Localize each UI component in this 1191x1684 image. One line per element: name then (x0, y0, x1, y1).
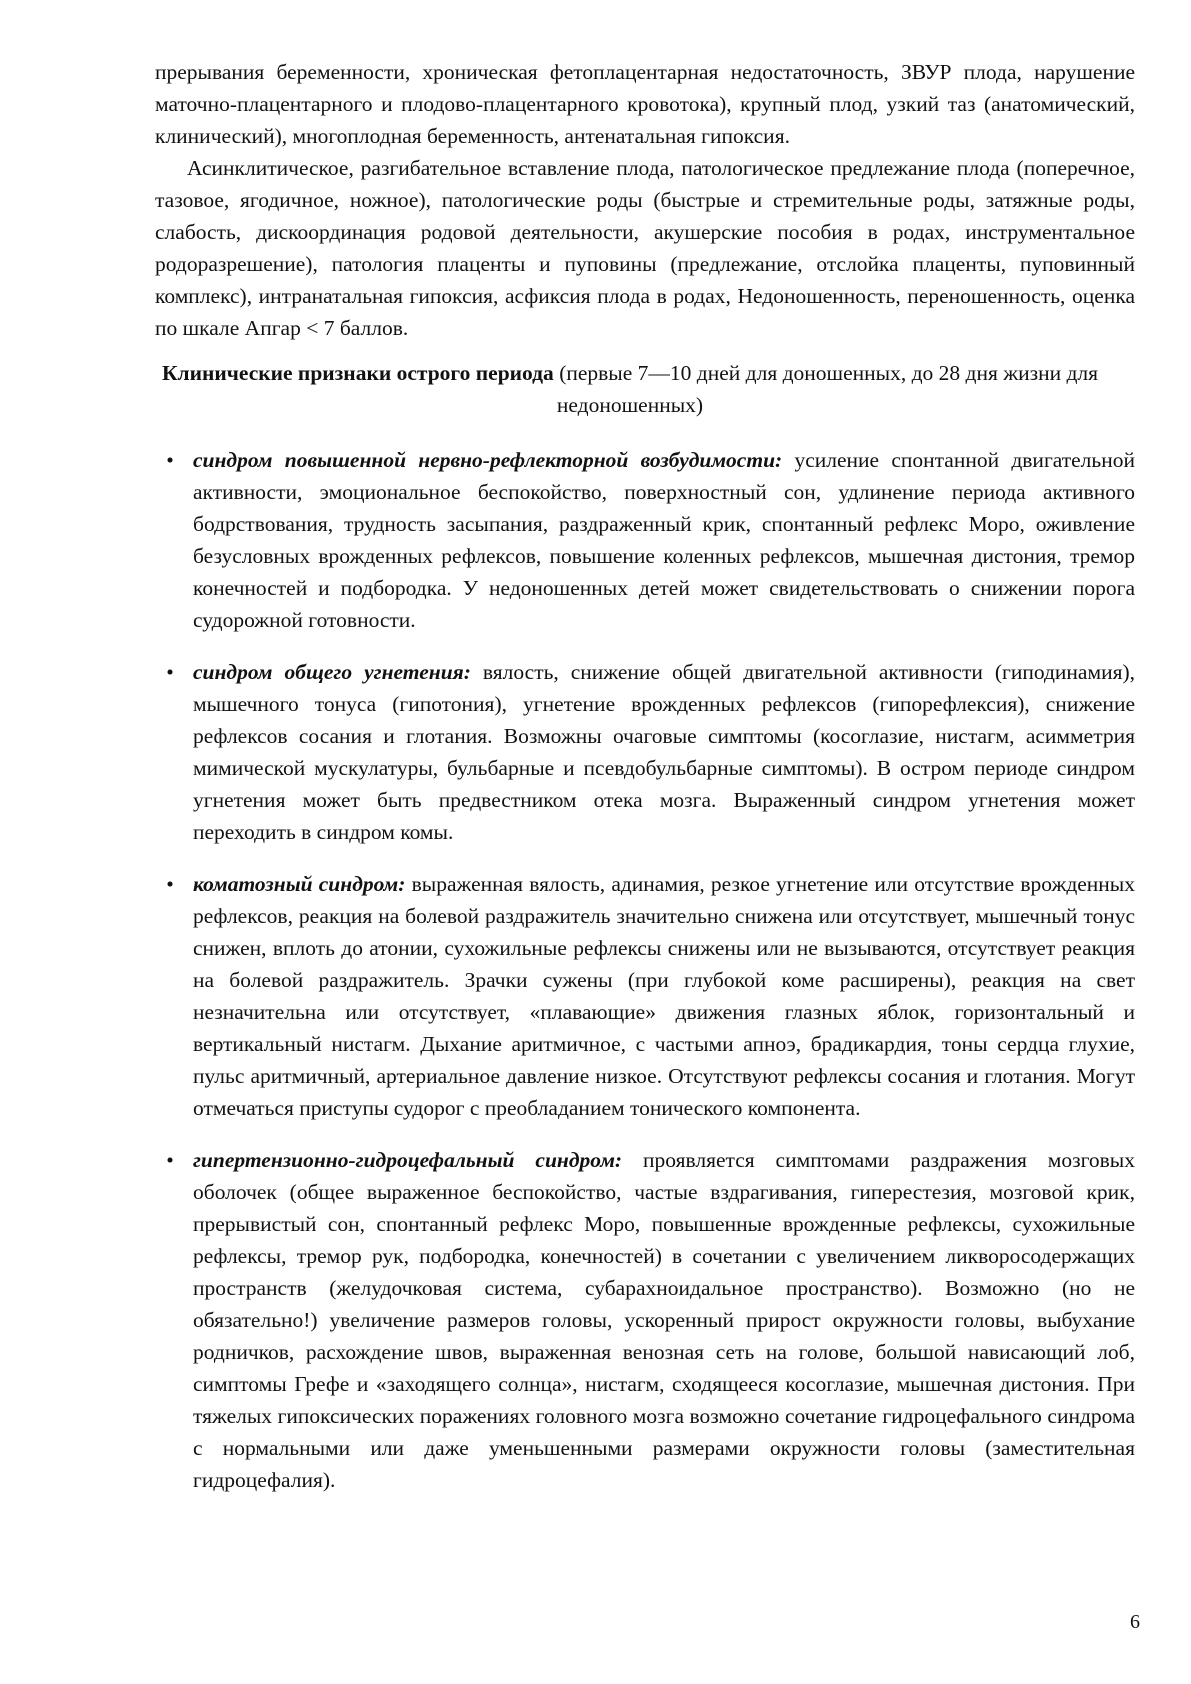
syndrome-item-excitability (160, 444, 1135, 636)
syndrome-term: синдром повышенной нервно-рефлекторной возбудимости: (193, 448, 783, 472)
intro-paragraph-continuation: прерывания беременности, хроническая фетоплацентарная недостаточность, ЗВУР плода, нарушение маточно-плацентарного и плодово-плацентарного кровотока), крупный плод, узкий таз (анатомический, клинический), многоплодная беременность, антенатальная гипоксия. (155, 60, 1135, 148)
intro-paragraph-risk-factors: Асинклитическое, разгибательное вставление плода, патологическое предлежание плода (поперечное, тазовое, ягодичное, ножное), патологические роды (быстрые и стремительные роды, затяжные роды, слабость, дискоординация родовой деятельности, акушерские пособия в родах, инструментальное родоразрешение), патология плаценты и пуповины (предлежание, отслойка плаценты, пуповинный комплекс), интранатальная гипоксия, асфиксия плода в родах, Недоношенность, переношенность, оценка по шкале Апгар < 7 баллов. (155, 156, 1135, 340)
syndrome-description: усиление спонтанной двигательной активности, эмоциональное беспокойство, поверхностный сон, удлинение периода активного бодрствования, трудность засыпания, раздраженный крик, спонтанный рефлекс Моро, оживление безусловных врожденных рефлексов, повышение коленных рефлексов, мышечная дистония, тремор конечностей и подбородка. У недоношенных детей может свидетельствовать о снижении порога судорожной готовности. (193, 448, 1135, 632)
syndrome-item-hydrocephalic (160, 1144, 1135, 1496)
syndrome-term: гипертензионно-гидроцефальный синдром: (193, 1148, 623, 1172)
bullet-icon: • (166, 660, 174, 684)
syndrome-term: коматозный синдром: (193, 872, 406, 896)
bullet-icon: • (166, 448, 174, 472)
syndrome-description: проявляется симптомами раздражения мозговых оболочек (общее выраженное беспокойство, частые вздрагивания, гиперестезия, мозговой крик, прерывистый сон, спонтанный рефлекс Моро, повышенные врожденные рефлексы, сухожильные рефлексы, тремор рук, подбородка, конечностей) в сочетании с увеличением ликворосодержащих пространств (желудочковая система, субарахноидальное пространство). Возможно (но не обязательно!) увеличение размеров головы, ускоренный прирост окружности головы, выбухание родничков, расхождение швов, выраженная венозная сеть на голове, большой нависающий лоб, симптомы Грефе и «заходящего солнца», нистагм, сходящееся косоглазие, мышечная дистония. При тяжелых гипоксических поражениях головного мозга возможно сочетание гидроцефального синдрома с нормальными или даже уменьшенными размерами окружности головы (заместительная гидроцефалия). (193, 1148, 1135, 1492)
syndrome-term: синдром общего угнетения: (193, 660, 471, 684)
bullet-icon: • (166, 872, 174, 896)
syndrome-description: вялость, снижение общей двигательной активности (гиподинамия), мышечного тонуса (гипотония), угнетение врожденных рефлексов (гипорефлексия), снижение рефлексов сосания и глотания. Возможны очаговые симптомы (косоглазие, нистагм, асимметрия мимической мускулатуры, бульбарные и псевдобульбарные симптомы). В остром периоде синдром угнетения может быть предвестником отека мозга. Выраженный синдром угнетения может переходить в синдром комы. (193, 660, 1135, 844)
page-number: 6 (1130, 1611, 1140, 1633)
syndrome-description: выраженная вялость, адинамия, резкое угнетение или отсутствие врожденных рефлексов, реакция на болевой раздражитель значительно снижена или отсутствует, мышечный тонус снижен, вплоть до атонии, сухожильные рефлексы снижены или не вызываются, отсутствует реакция на болевой раздражитель. Зрачки сужены (при глубокой коме расширены), реакция на свет незначительна или отсутствует, «плавающие» движения глазных яблок, горизонтальный и вертикальный нистагм. Дыхание аритмичное, с частыми апноэ, брадикардия, тоны сердца глухие, пульс аритмичный, артериальное давление низкое. Отсутствуют рефлексы сосания и глотания. Могут отмечаться приступы судорог с преобладанием тонического компонента. (193, 872, 1136, 1120)
section-heading-bold: Клинические признаки острого периода (161, 361, 554, 385)
syndrome-list (160, 444, 1135, 1516)
syndrome-item-depression (160, 656, 1135, 848)
section-heading (120, 357, 1140, 421)
section-heading-rest: (первые 7—10 дней для доношенных, до 28 дня жизни для недоношенных) (553, 361, 1099, 417)
syndrome-item-coma (160, 868, 1135, 1124)
intro-section (155, 56, 1135, 344)
bullet-icon: • (166, 1148, 174, 1172)
